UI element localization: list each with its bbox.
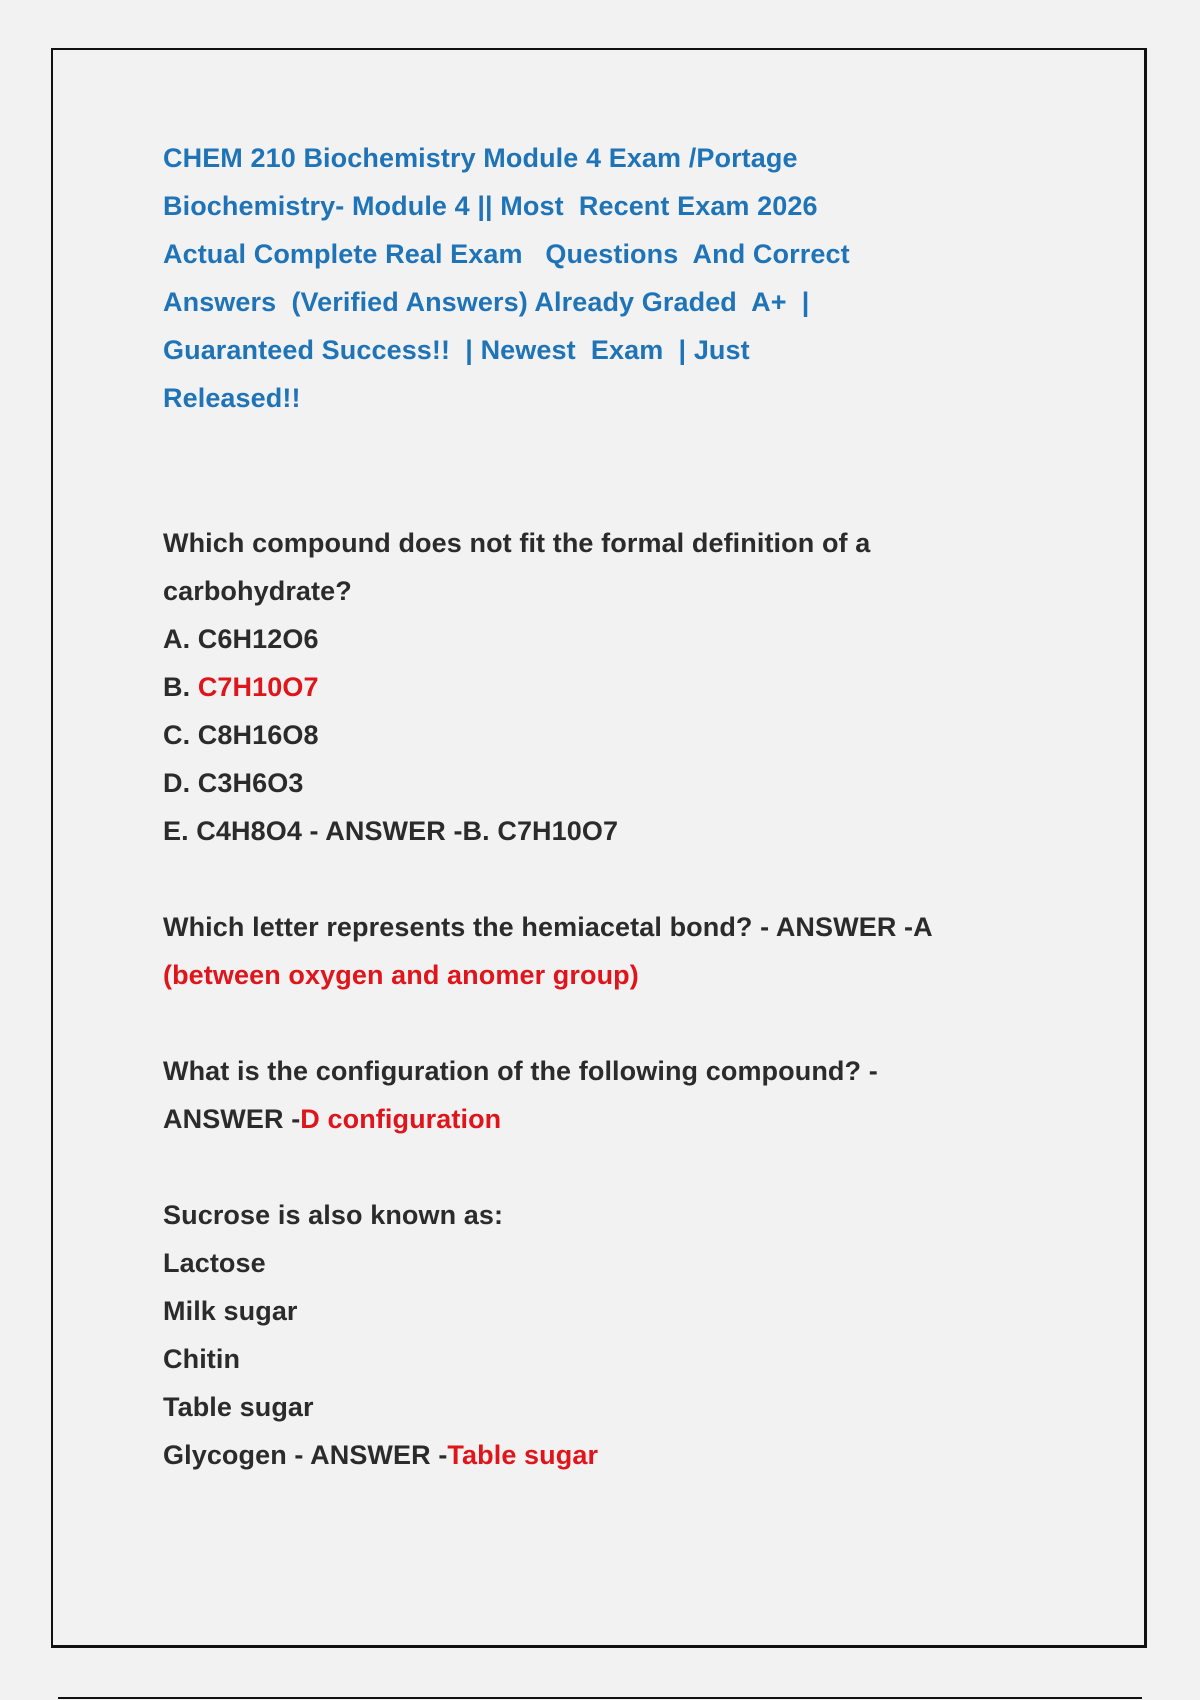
question-stem: Which compound does not fit the formal definition of a <box>163 528 871 558</box>
question-stem: What is the configuration of the following compound? - <box>163 1056 878 1086</box>
option: Chitin <box>163 1344 241 1374</box>
answer-line <box>163 1095 1023 1143</box>
answer-value: D configuration <box>300 1104 502 1134</box>
answer-detail: (between oxygen and anomer group) <box>163 960 639 990</box>
question-stem: Sucrose is also known as: <box>163 1200 504 1230</box>
option-a: A. C6H12O6 <box>163 624 319 654</box>
next-page-top-border <box>58 1697 1142 1699</box>
option: Table sugar <box>163 1392 314 1422</box>
last-option-label: Glycogen - ANSWER - <box>163 1440 448 1470</box>
option: Milk sugar <box>163 1296 298 1326</box>
question-2 <box>163 903 1023 999</box>
answer-value: Table sugar <box>447 1440 599 1470</box>
question-3 <box>163 1047 1023 1143</box>
option-e-with-answer: E. C4H8O4 - ANSWER -B. C7H10O7 <box>163 816 619 846</box>
title-line: Answers (Verified Answers) Already Graded A+ | <box>163 287 810 317</box>
option-b <box>163 663 1023 711</box>
title-line: Biochemistry- Module 4 || Most Recent Exam 2026 <box>163 191 818 221</box>
title-line: Released!! <box>163 383 301 413</box>
question-1 <box>163 519 1023 855</box>
option-b-highlighted-answer: C7H10O7 <box>197 672 319 702</box>
option-d: D. C3H6O3 <box>163 768 304 798</box>
answer-label: ANSWER - <box>163 1104 301 1134</box>
question-stem: Which letter represents the hemiacetal bond? - ANSWER -A <box>163 912 933 942</box>
answer-line <box>163 1431 1023 1479</box>
title-line: CHEM 210 Biochemistry Module 4 Exam /Portage <box>163 143 798 173</box>
document-title <box>163 134 1023 422</box>
document-content <box>163 134 1023 1479</box>
question-stem: carbohydrate? <box>163 576 352 606</box>
title-line: Guaranteed Success!! | Newest Exam | Just <box>163 335 750 365</box>
option-b-label: B. <box>163 672 198 702</box>
question-4 <box>163 1191 1023 1479</box>
title-line: Actual Complete Real Exam Questions And Correct <box>163 239 850 269</box>
option-c: C. C8H16O8 <box>163 720 319 750</box>
option: Lactose <box>163 1248 266 1278</box>
